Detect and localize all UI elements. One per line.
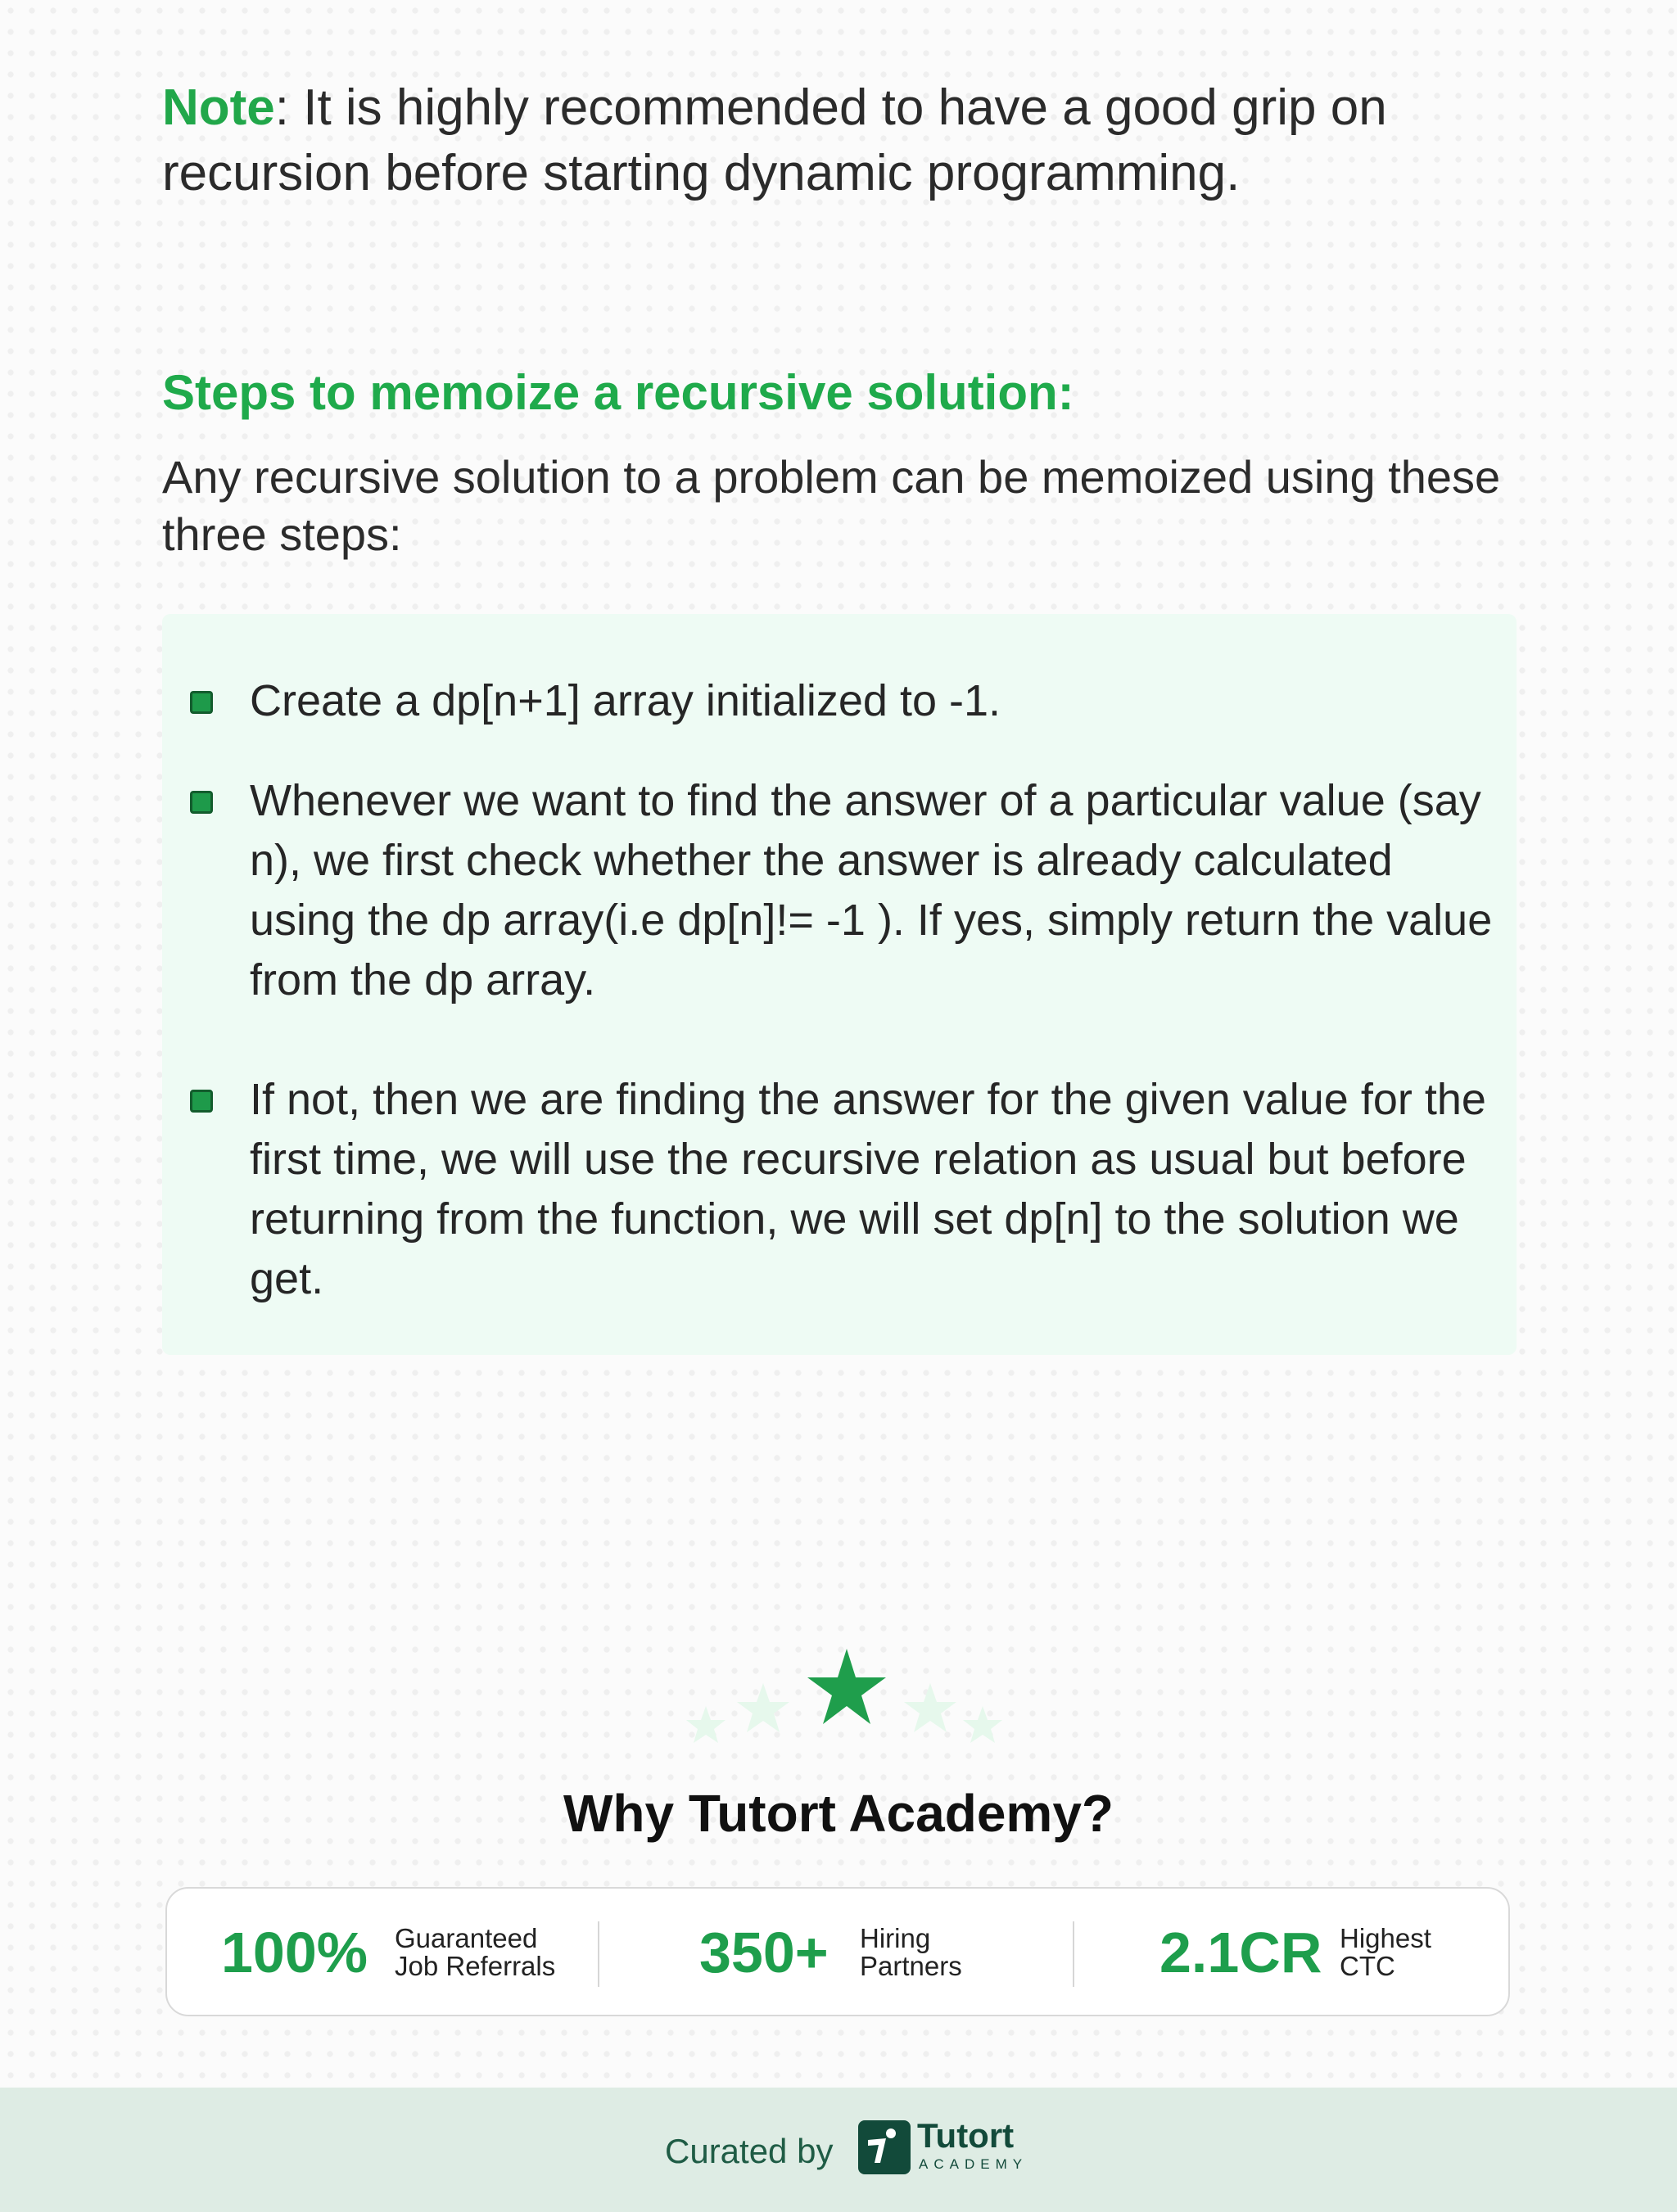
section-heading: Steps to memoize a recursive solution:	[162, 365, 1074, 420]
note-text: : It is highly recommended to have a good grip on recursion before starting dynamic programming.	[162, 79, 1387, 201]
brand-sub: ACADEMY	[919, 2156, 1028, 2172]
bullet-square-icon	[190, 691, 213, 714]
stat-label: Guaranteed Job Referrals	[395, 1923, 556, 1981]
note-paragraph	[162, 75, 1538, 206]
tutort-logo-icon	[858, 2120, 911, 2174]
stat-divider	[1073, 1921, 1074, 1987]
star-icon	[737, 1683, 789, 1732]
stat-value: 100%	[221, 1921, 368, 1984]
star-icon	[963, 1706, 1002, 1743]
step-text: If not, then we are finding the answer for the given value for the first time, we will use the recursive relation as usual but before returning from the function, we will set dp[n] to the solution we get.	[250, 1075, 1486, 1303]
step-text: Whenever we want to find the answer of a particular value (say n), we first check whether the answer is already calculated using the dp array(i.e dp[n]!= -1 ). If yes, simply return the value from the dp array.	[250, 776, 1493, 1004]
stat-value: 2.1CR	[1159, 1921, 1322, 1984]
star-icon	[807, 1649, 886, 1724]
star-icon	[686, 1706, 725, 1743]
stars-decoration	[680, 1647, 1007, 1762]
stat-divider	[598, 1921, 599, 1987]
steps-panel	[162, 614, 1517, 1355]
stat-ctc	[1076, 1889, 1502, 2015]
curated-by-label: Curated by	[665, 2132, 834, 2170]
section-intro: Any recursive solution to a problem can be memoized using these three steps:	[162, 451, 1501, 560]
stat-label: Hiring Partners	[860, 1923, 962, 1981]
stat-label: Highest CTC	[1340, 1923, 1431, 1981]
bullet-square-icon	[190, 1090, 213, 1113]
footer	[0, 2088, 1677, 2212]
bullet-square-icon	[190, 791, 213, 814]
note-label: Note	[162, 79, 275, 136]
stat-partners	[601, 1889, 1068, 2015]
stat-value: 350+	[699, 1921, 829, 1984]
step-text: Create a dp[n+1] array initialized to -1.	[250, 676, 1001, 725]
stats-panel	[165, 1887, 1510, 2016]
promo-title: Why Tutort Academy?	[563, 1784, 1114, 1843]
stat-referrals	[167, 1889, 593, 2015]
star-icon	[904, 1683, 956, 1732]
brand-name: Tutort	[917, 2116, 1015, 2155]
